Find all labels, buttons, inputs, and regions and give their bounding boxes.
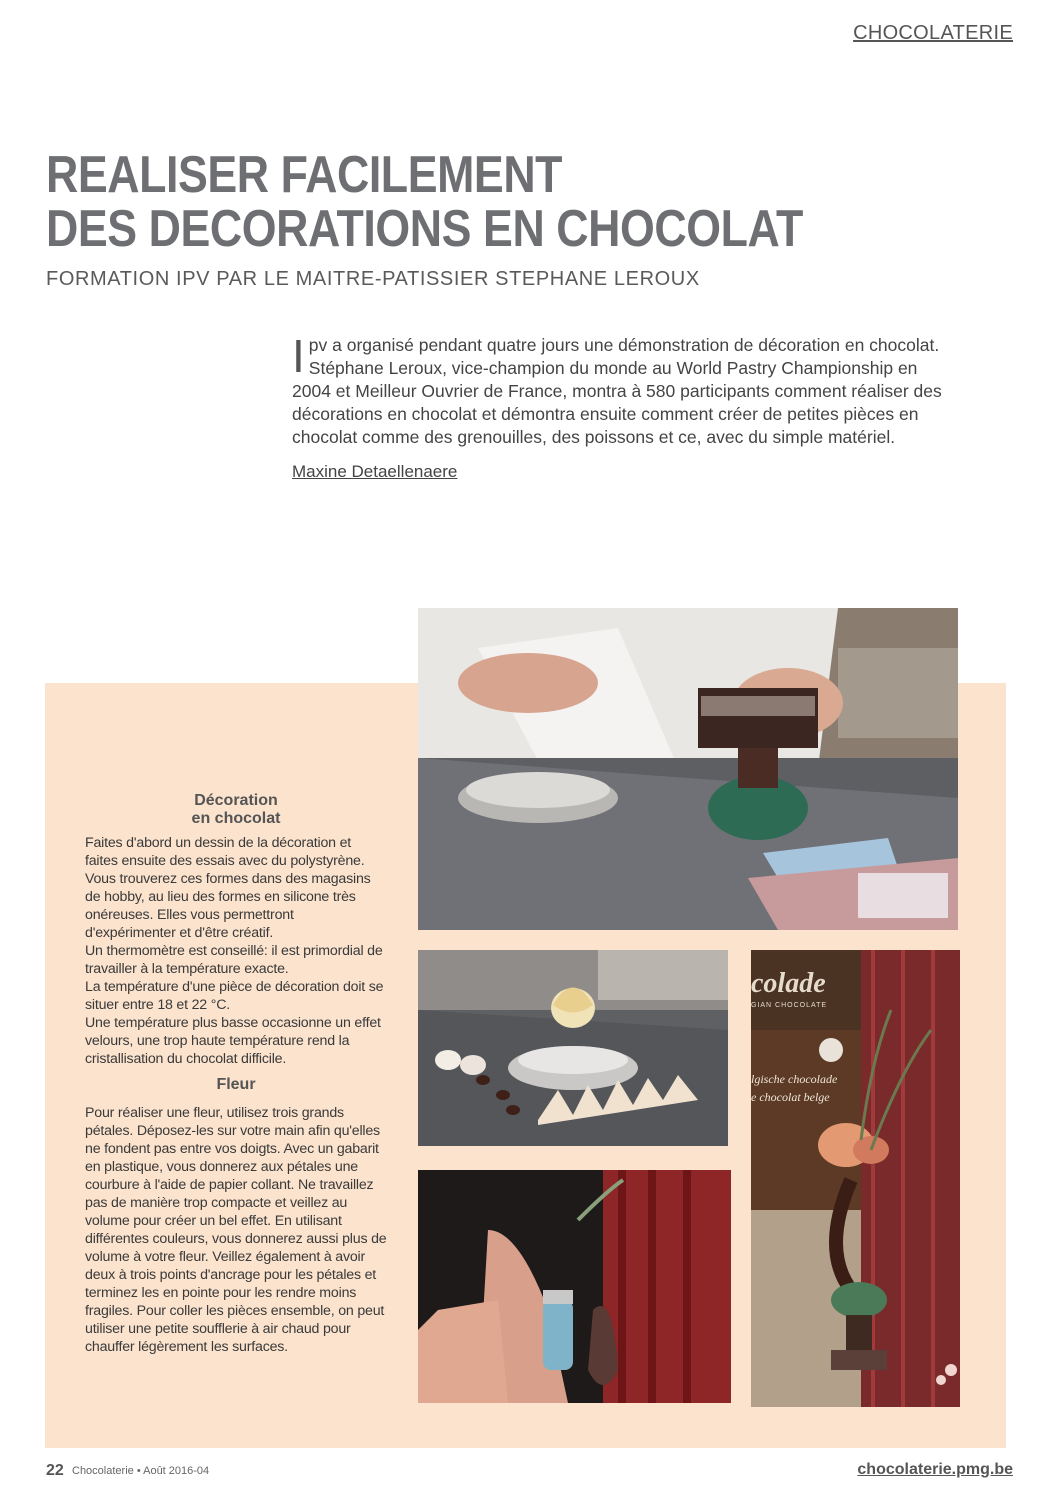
sign-brand: colade <box>751 968 826 999</box>
sign-line-1: lgische chocolade <box>751 1072 838 1086</box>
author-byline[interactable]: Maxine Detaellenaere <box>292 462 458 481</box>
sidebar-paragraph: Une température plus basse occasionne un effet velours, une trop haute température rend la cristallisation du chocolat difficile. <box>85 1015 381 1067</box>
sidebar-heading-fleur: Fleur <box>216 1076 256 1093</box>
photo-chocolate-showpiece <box>751 950 960 1407</box>
sign-tag: GIAN CHOCOLATE <box>751 1002 828 1009</box>
sign-line-2: e chocolat belge <box>751 1090 830 1104</box>
sidebar-heading-decoration <box>85 792 387 828</box>
headline-line-1: REALISER FACILEMENT <box>46 146 563 204</box>
headline-line-2: DES DECORATIONS EN CHOCOLAT <box>46 200 803 258</box>
photo-chef-assembling <box>418 608 958 930</box>
intro-text: pv a organisé pendant quatre jours une démonstration de décoration en chocolat. Stéphane Leroux, vice-champion du monde au World Pastry Championship en 2004 et Meilleur Ouvrier de France, montra à 580 participants comment réaliser des décorations en chocolat et démontra ensuite comment créer de petites pièces en chocolat comme des grenouilles, des poissons et ce, avec du simple matériel. <box>292 335 942 447</box>
sidebar-text-column <box>85 792 387 1356</box>
sidebar-heading-decoration-line-2: en chocolat <box>191 810 281 827</box>
sidebar-paragraph: La température d'une pièce de décoration doit se situer entre 18 et 22 °C. <box>85 979 384 1013</box>
magazine-issue: Chocolaterie • Août 2016-04 <box>72 1465 210 1477</box>
sidebar-heading-decoration-line-1: Décoration <box>194 792 278 809</box>
page-number: 22 <box>46 1462 64 1479</box>
website-link[interactable]: chocolaterie.pmg.be <box>857 1461 1013 1478</box>
sidebar-paragraph-fleur: Pour réaliser une fleur, utilisez trois grands pétales. Déposez-les sur votre main afin qu'elles ne fondent pas entre vos doigts. Avec un gabarit en plastique, vous donnerez aux pétales une courbure à l'aide de papier collant. Ne travaillez pas de manière trop compacte et veillez au volume pour créer un bel effet. En utilisant différentes couleurs, vous donnerez aussi plus de volume à votre fleur. Veillez également à avoir deux à trois points d'ancrage pour les pétales et terminez les en pointe pour les rendre moins fragiles. Pour coller les pièces ensemble, on peut utiliser une petite soufflerie à air chaud pour chauffer légèrement les surfaces. <box>85 1105 387 1355</box>
intro-paragraph <box>292 330 942 449</box>
photo-chocolate-flower <box>418 950 728 1146</box>
sidebar-paragraph: Un thermomètre est conseillé: il est primordial de travailler à la température exacte. <box>85 943 383 977</box>
section-tag[interactable]: CHOCOLATERIE <box>853 22 1013 44</box>
subheadline: FORMATION IPV PAR LE MAITRE-PATISSIER STEPHANE LEROUX <box>46 268 700 290</box>
drop-cap: I <box>292 330 305 382</box>
sidebar-paragraph: Faites d'abord un dessin de la décoration et faites ensuite des essais avec du polystyrène. Vous trouverez ces formes dans des magasins de hobby, au lieu des formes en silicone très onéreuses. Elles vous permettront d'expérimenter et d'être créatif. <box>85 835 371 941</box>
headline <box>46 148 872 256</box>
photo-spraying-chocolate <box>418 1170 731 1403</box>
